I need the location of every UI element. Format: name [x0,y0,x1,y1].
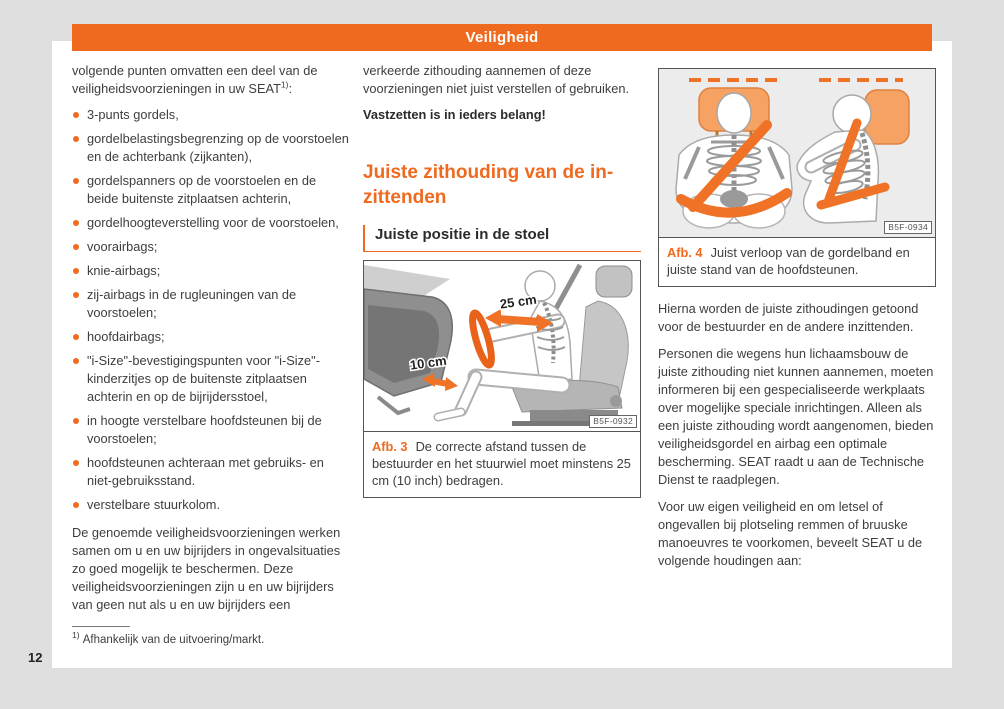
list-item: "i-Size"-bevestigingspunten voor "i-Size"-kinderzitjes op de buitenste zitplaatsen achterin en op de bijrijdersstoel, [72,352,349,406]
closing-paragraph: De genoemde veiligheidsvoorzieningen werken samen om u en uw bijrijders in ongevalsituaties zo goed mogelijk te beschermen. Deze veiligheidsvoorzieningen zijn u en uw bijrijders van geen nut als u en uw bijrijders een [72,525,341,612]
paragraph: Hierna worden de juiste zithoudingen getoond voor de bestuurder en de andere inzittenden. [658,301,919,334]
figure-4 [658,68,936,287]
safety-features-list [72,106,349,514]
footnote-text: $^{1)}$ Afhankelijk van de uitvoering/markt. [72,630,265,646]
list-item: hoofdairbags; [72,328,349,346]
figure-4-caption: Afb. 4 Juist verloop van de gordelband en juiste stand van de hoofdsteunen. [667,245,910,277]
list-item: hoofdsteunen achteraan met gebruiks- en niet-gebruiksstand. [72,454,349,490]
list-item: in hoogte verstelbare hoofdsteunen bij de voorstoelen; [72,412,349,448]
column-middle [363,62,641,498]
list-item: verstelbare stuurkolom. [72,496,349,514]
figure-3-image-id: B5F-0932 [589,415,637,428]
list-item: voorairbags; [72,238,349,256]
headrest [865,90,909,144]
paragraph: Voor uw eigen veiligheid en om letsel of ongevallen bij plotseling remmen of bruuske manoeuvres te voorkomen, beveelt SEAT u de volgende houdingen aan: [658,499,923,568]
list-item: gordelspanners op de voorstoelen en de beide buitenste zitplaatsen achterin, [72,172,349,208]
footnote-block [72,626,349,646]
driver-seat-distance-illustration [364,261,640,431]
figure-3 [363,260,641,498]
section-heading: Juiste zithouding van de inzittenden [363,162,614,208]
column-left [72,62,349,622]
column-right [658,62,936,579]
figure-4-illustration [659,69,935,238]
subsection-heading: Juiste positie in de stoel [363,225,641,252]
chapter-header-bar [72,24,932,51]
continuation-paragraph: verkeerde zithouding aannemen of deze voorzieningen niet juist verstellen of gebruiken. [363,63,630,96]
figure-4-label: Afb. 4 [667,245,703,260]
page-number: 12 [28,650,43,665]
emphasis-line: Vastzetten is in ieders belang! [363,107,546,122]
list-item: 3-punts gordels, [72,106,349,124]
footnote-divider [72,626,130,627]
svg-text:25 cm: 25 cm [498,291,538,312]
list-item: gordelhoogteverstelling voor de voorstoelen, [72,214,349,232]
figure-3-illustration [364,261,640,432]
belt-path-headrest-illustration [659,69,935,237]
figure-3-caption: Afb. 3 De correcte afstand tussen de bestuurder en het stuurwiel moet minstens 25 cm (10 inch) bedragen. [372,439,631,488]
figure-4-image-id: B5F-0934 [884,221,932,234]
chapter-title: Veiligheid [465,29,539,46]
list-item: knie-airbags; [72,262,349,280]
footnote-ref: 1) [280,79,289,90]
list-item: gordelbelastingsbegrenzing op de voorstoelen en de achterbank (zijkanten), [72,130,349,166]
figure-3-label: Afb. 3 [372,439,408,454]
intro-paragraph: volgende punten omvatten een deel van de veiligheidsvoorzieningen in uw SEAT$^{1)}$: [72,63,318,96]
right-column-text [658,300,936,570]
svg-text:10 cm: 10 cm [408,352,448,373]
list-item: zij-airbags in de rugleuningen van de voorstoelen; [72,286,349,322]
paragraph: Personen die wegens hun lichaamsbouw de juiste zithouding niet kunnen aannemen, moeten informeren bij een gespecialiseerde werkplaats over mogelijke speciale inrichtingen. Alleen als een juiste zithouding wordt aangenomen, bieden veiligheidsgordel en airbag een optimale bescherming. SEAT raadt u aan de Technische Dienst te raadplegen. [658,346,934,487]
